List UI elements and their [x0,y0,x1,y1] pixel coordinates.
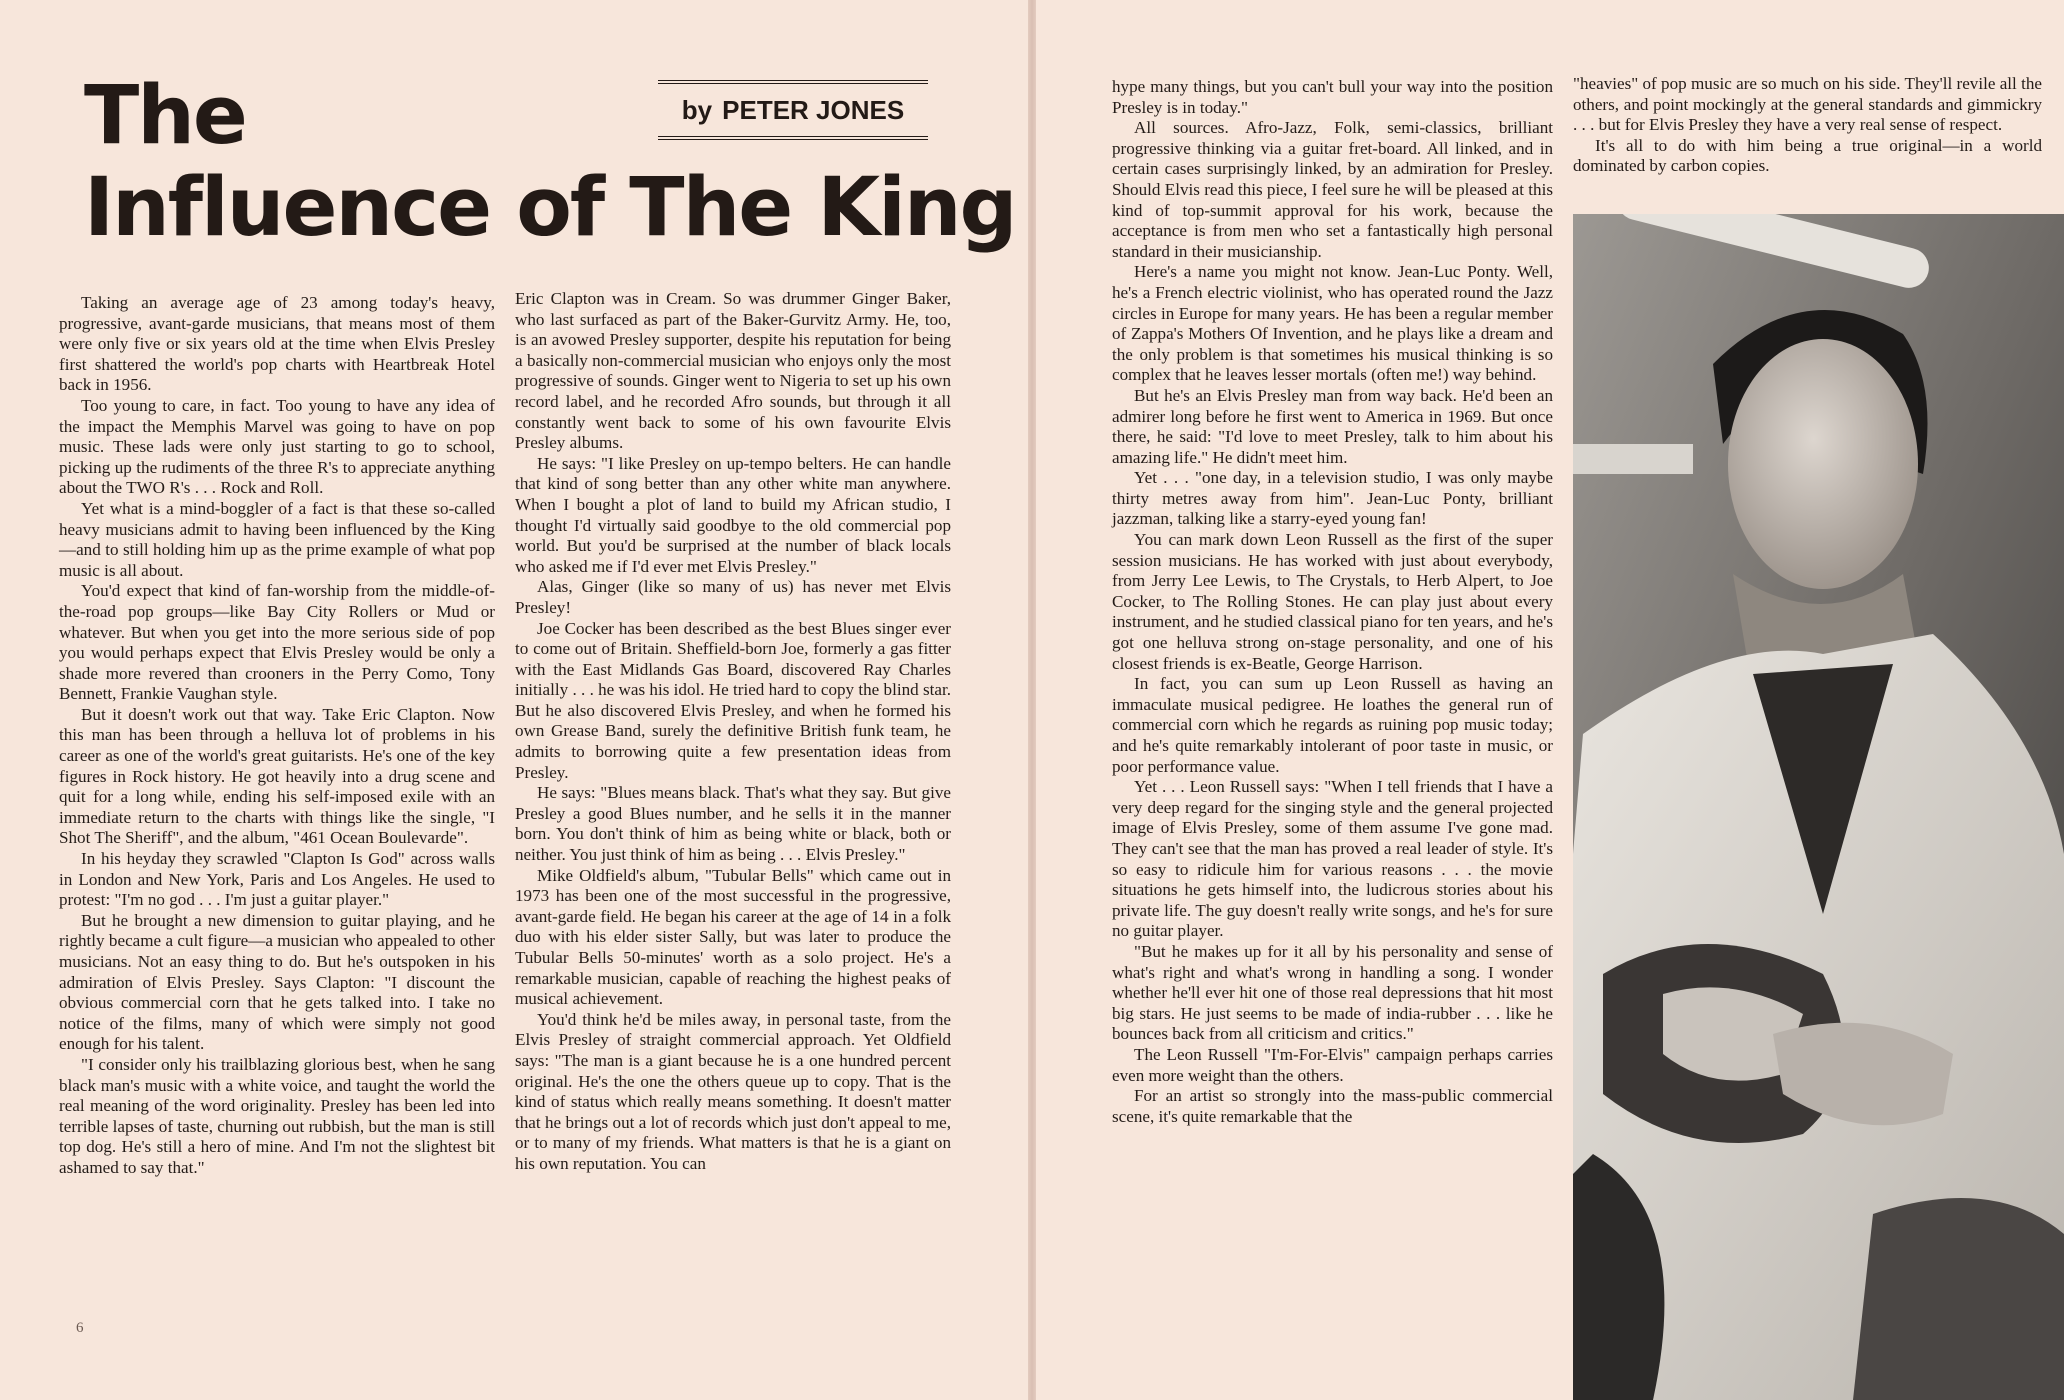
title-line-1: The [84,69,246,163]
column-right-2 [1573,74,2042,177]
paragraph: You can mark down Leon Russell as the first of the super session musicians. He has worked with just about everybody, from Jerry Lee Lewis, to The Crystals, to Herb Alpert, to Joe Cocker, to The Rolling Stones. He can play just about every instrument, and he studied classical piano for ten years, and he's got one helluva strong on-stage personality, and one of his closest friends is ex-Beatle, George Harrison. [1112,530,1553,673]
paragraph: Mike Oldfield's album, "Tubular Bells" which came out in 1973 has been one of the most successful in the progressive, avant-garde field. He began his career at the age of 14 in a folk duo with his elder sister Sally, but was later to produce the Tubular Bells 50-minutes' worth as a solo project. He's a remarkable musician, capable of reaching the highest peaks of musical achievement. [515,865,951,1009]
paragraph: But he brought a new dimension to guitar playing, and he rightly became a cult figure—a musician who appealed to other musicians. Not an easy thing to do. But he's outspoken in his admiration of Elvis Presley. Says Clapton: "I discount the obvious commercial corn that he gets talked into. I take no notice of the films, many of which were simply not good enough for his talent. [59,910,495,1054]
paragraph: For an artist so strongly into the mass-public commercial scene, it's quite remarkable that the [1112,1086,1553,1126]
page-number: 6 [76,1320,84,1336]
paragraph: He says: "Blues means black. That's what they say. But give Presley a good Blues number, and he sells it in the manner born. You don't think of him as being white or black, both or neither. You just think of him as being . . . Elvis Presley." [515,783,951,865]
elvis-photo-illustration [1573,214,2064,1400]
paragraph: "I consider only his trailblazing glorious best, when he sang black man's music with a white voice, and taught the world the real meaning of the word originality. Presley has been led into terrible lapses of taste, churning out rubbish, but the man is still top dog. He's still a hero of mine. And I'm not the slightest bit ashamed to say that." [59,1054,495,1177]
title-line-2: Influence of The King [84,161,1016,255]
column-right-1 [1112,77,1553,1127]
spine-gutter [1028,0,1036,1400]
paragraph: hype many things, but you can't bull your way into the position Presley is in today." [1112,77,1553,117]
byline [658,80,928,140]
paragraph: He says: "I like Presley on up-tempo belters. He can handle that kind of song better than any other white man anywhere. When I bought a plot of land to build my African studio, I thought I'd virtually said goodbye to the old commercial pop world. But you'd be surprised at the number of black locals who asked me if I'd ever met Elvis Presley." [515,453,951,576]
paragraph: You'd expect that kind of fan-worship from the middle-of-the-road pop groups—like Bay City Rollers or Mud or whatever. But when you get into the more serious side of pop you would perhaps expect that Elvis Presley would be only a shade more revered than crooners in the Perry Como, Tony Bennett, Frankie Vaughan style. [59,581,495,704]
paragraph: Here's a name you might not know. Jean-Luc Ponty. Well, he's a French electric violinist, who has operated round the Jazz circles in Europe for many years. He has been a regular member of Zappa's Mothers Of Invention, and he plays like a dream and the only problem is that sometimes his musical thinking is so complex that he leaves lesser mortals (often me!) way behind. [1112,262,1553,385]
paragraph: Taking an average age of 23 among today's heavy, progressive, avant-garde musicians, that means most of them were only five or six years old at the time when Elvis Presley first shattered the world's pop charts with Heartbreak Hotel back in 1956. [59,293,495,395]
paragraph: But he's an Elvis Presley man from way back. He'd been an admirer long before he first went to America in 1969. But once there, he said: "I'd love to meet Presley, talk to him about his amazing life." He didn't meet him. [1112,385,1553,467]
column-left-1 [59,293,495,1179]
paragraph: "But he makes up for it all by his personality and sense of what's right and what's wrong in handling a song. I wonder whether he'll ever hit one of those real depressions that hit most big stars. He just seems to be made of india-rubber . . . like he bounces back from all criticism and critics." [1112,941,1553,1044]
paragraph: "heavies" of pop music are so much on his side. They'll revile all the others, and point mockingly at the general standards and gimmickry . . . but for Elvis Presley they have a very real sense of respect. [1573,74,2042,135]
paragraph: Eric Clapton was in Cream. So was drummer Ginger Baker, who last surfaced as part of the Baker-Gurvitz Army. He, too, is an avowed Presley supporter, despite his reputation for being a basically non-commercial musician who enjoys only the most progressive of sounds. Ginger went to Nigeria to set up his own record label, and he recorded Afro sounds, but through it all constantly went back to some of his own favourite Elvis Presley albums. [515,289,951,453]
left-page [0,0,1028,1400]
paragraph: The Leon Russell "I'm-For-Elvis" campaign perhaps carries even more weight than the others. [1112,1044,1553,1085]
paragraph: Alas, Ginger (like so many of us) has never met Elvis Presley! [515,577,951,617]
paragraph: All sources. Afro-Jazz, Folk, semi-classics, brilliant progressive thinking via a guitar fret-board. All linked, and in certain cases surprisingly linked, by an admiration for Presley. Should Elvis read this piece, I feel sure he will be pleased at this kind of top-summit approval for his work, because the acceptance is from men who set a fantastically high personal standard in their musicianship. [1112,118,1553,261]
paragraph: It's all to do with him being a true original—in a world dominated by carbon copies. [1573,135,2042,176]
paragraph: Yet what is a mind-boggler of a fact is that these so-called heavy musicians admit to having been influenced by the King—and to still holding him up as the prime example of what pop music is all about. [59,498,495,580]
paragraph: But it doesn't work out that way. Take Eric Clapton. Now this man has been through a helluva lot of problems in his career as one of the world's great guitarists. He's one of the key figures in Rock history. He got heavily into a drug scene and quit for a long while, ending his self-imposed exile with an immediate return to the charts with things like the single, "I Shot The Sheriff", and the album, "461 Ocean Boulevarde". [59,704,495,848]
paragraph: You'd think he'd be miles away, in personal taste, from the Elvis Presley of straight commercial approach. Yet Oldfield says: "The man is a giant because he is a one hundred percent original. He's the one the others queue up to copy. That is the kind of status which really means something. It doesn't matter that he brings out a lot of records which just don't appeal to me, or to many of my friends. What matters is that he is a giant on his own reputation. You can [515,1009,951,1173]
paragraph: Too young to care, in fact. Too young to have any idea of the impact the Memphis Marvel was going to have on pop music. These lads were only just starting to go to school, picking up the rudiments of the three R's to appreciate anything about the TWO R's . . . Rock and Roll. [59,395,495,498]
byline-author: PETER JONES [722,94,905,125]
column-left-2 [515,289,951,1175]
paragraph: In fact, you can sum up Leon Russell as having an immaculate musical pedigree. He loathes the general run of commercial corn which he regards as ruining pop music today; and he's quite remarkably intolerant of poor taste in music, or poor performance value. [1112,674,1553,776]
paragraph: Yet . . . "one day, in a television studio, I was only maybe thirty metres away from him". Jean-Luc Ponty, brilliant jazzman, talking like a starry-eyed young fan! [1112,468,1553,529]
elvis-photo [1573,214,2064,1400]
paragraph: Joe Cocker has been described as the best Blues singer ever to come out of Britain. Sheffield-born Joe, formerly a gas fitter with the East Midlands Gas Board, discovered Ray Charles initially . . . he was his idol. He tried hard to copy the blind star. But he also discovered Elvis Presley, and when he formed his own Grease Band, surely the definitive British funk team, he admits to borrowing quite a few presentation ideas from Presley. [515,618,951,782]
paragraph: Yet . . . Leon Russell says: "When I tell friends that I have a very deep regard for the singing style and the general projected image of Elvis Presley, some of them assume I've gone mad. They can't see that the man has proved a real leader of style. It's so easy to ridicule him for various reasons . . . the movie situations he gets himself into, the ludicrous stories about his private life. The guy doesn't really write songs, and he's for sure no guitar player. [1112,777,1553,941]
paragraph: In his heyday they scrawled "Clapton Is God" across walls in London and New York, Paris and Los Angeles. He used to protest: "I'm no god . . . I'm just a guitar player." [59,849,495,910]
byline-prefix: by [681,94,713,125]
